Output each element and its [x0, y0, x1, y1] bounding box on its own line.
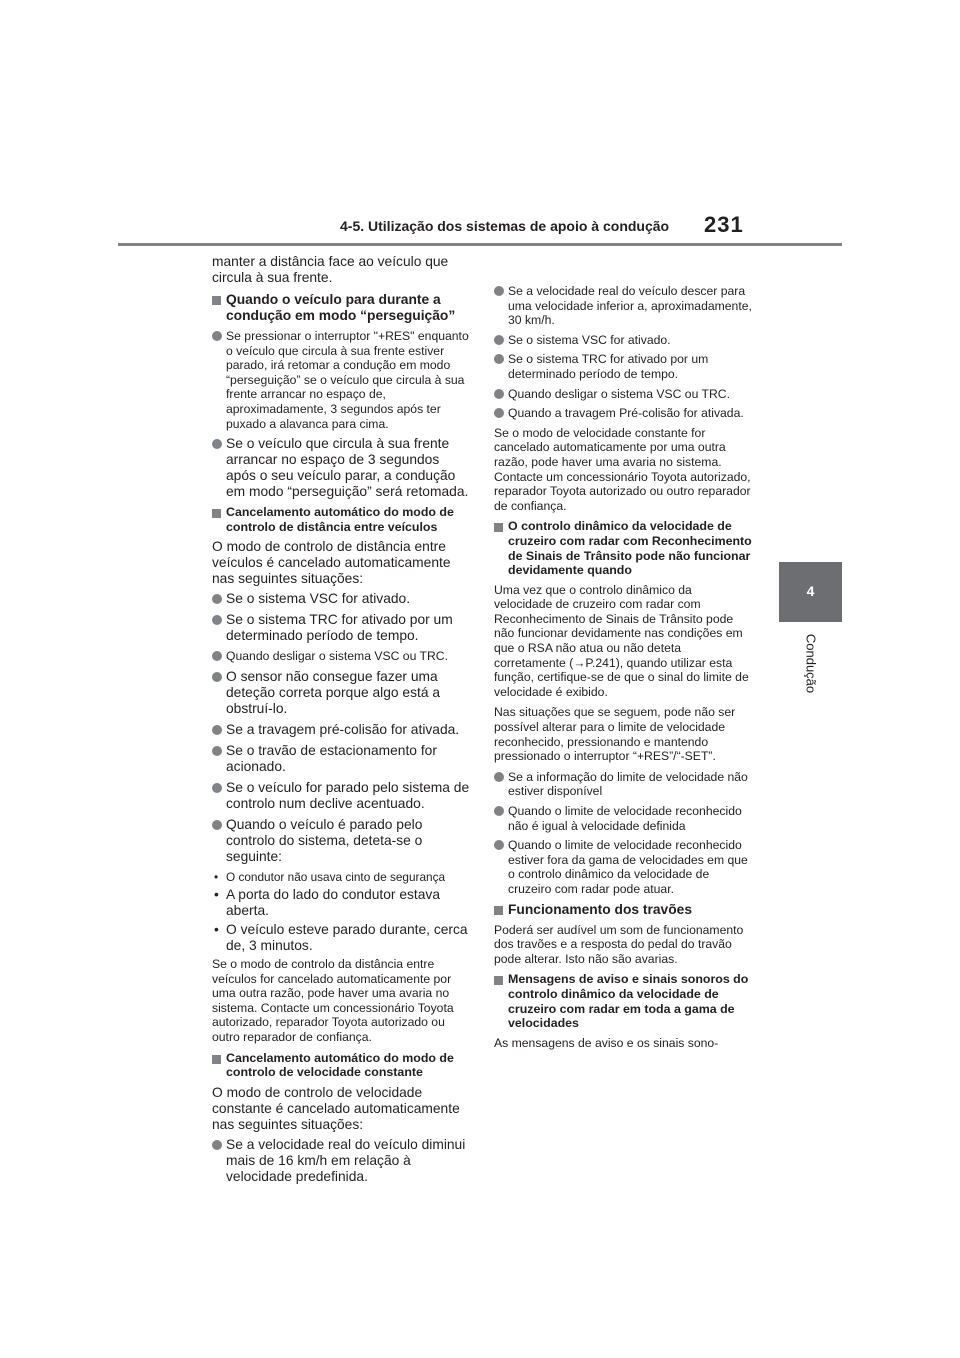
bullet-item: Se o sistema TRC for ativado por um determinado período de tempo.: [494, 352, 752, 381]
bullet-item: Quando o limite de velocidade reconhecido não é igual à velocidade definida: [494, 804, 752, 833]
chapter-label: [799, 630, 823, 704]
section-heading: Quando o veículo para durante a condução em modo “perseguição”: [212, 292, 470, 324]
bullet-item: Se o travão de estacionamento for acionado.: [212, 743, 470, 775]
bullet-item: Se o veículo for parado pelo sistema de controlo num declive acentuado.: [212, 780, 470, 812]
right-column: [494, 284, 752, 1056]
chapter-tab: [779, 562, 842, 622]
bullet-item: Se o sistema VSC for ativado.: [494, 333, 752, 348]
dash-item: • A porta do lado do condutor estava aberta.: [212, 887, 470, 919]
chapter-number: 4: [806, 583, 815, 599]
bullet-item: O sensor não consegue fazer uma deteção correta porque algo está a obstruí-lo.: [212, 669, 470, 717]
bullet-item: Se o sistema TRC for ativado por um determinado período de tempo.: [212, 612, 470, 644]
paragraph: Uma vez que o controlo dinâmico da velocidade de cruzeiro com radar com Reconhecimento de Sinais de Trânsito pode não funcionar devidamente nas condições em que o RSA não atua ou não deteta corretamente (→P.241), quando utilizar esta função, certifique-se de que o sinal do limite de velocidade é exibido.: [494, 582, 749, 699]
paragraph: Se o modo de velocidade constante for cancelado automaticamente por uma outra razão, pode haver uma avaria no sistema. Contacte um concessionário Toyota autorizado, reparador Toyota autorizado ou outro reparador de confiança.: [494, 425, 751, 513]
paragraph: O modo de controlo de velocidade constante é cancelado automaticamente nas seguintes situações:: [212, 1084, 460, 1132]
bullet-item: Se o sistema VSC for ativado.: [212, 591, 470, 607]
paragraph: Se o modo de controlo da distância entre veículos for cancelado automaticamente por uma outra razão, pode haver uma avaria no sistema. Contacte um concessionário Toyota autorizado, reparador Toyota autorizado ou outro reparador de confiança.: [212, 956, 454, 1044]
left-column: [212, 254, 470, 1190]
paragraph: O modo de controlo de distância entre veículos é cancelado automaticamente nas seguintes situações:: [212, 539, 451, 587]
paragraph: As mensagens de aviso e os sinais sono-: [494, 1035, 719, 1050]
paragraph: Nas situações que se seguem, pode não ser possível alterar para o limite de velocidade reconhecido, pressionando e mantendo pressionado o interruptor “+RES”/“-SET”.: [494, 705, 736, 764]
bullet-item: Se pressionar o interruptor "+RES" enquanto o veículo que circula à sua frente estiver parado, irá retomar a condução em modo “perseguição” se o veículo que circula à sua frente arrancar no espaço de, aproximadamente, 3 segundos após ter puxado a alavanca para cima.: [212, 329, 470, 431]
page-number: 231: [704, 212, 744, 237]
bullet-item: Se a informação do limite de velocidade não estiver disponível: [494, 770, 752, 799]
bullet-item: Quando desligar o sistema VSC ou TRC.: [494, 387, 752, 402]
paragraph: Poderá ser audível um som de funcionamento dos travões e a resposta do pedal do travão pode alterar. Isto não são avarias.: [494, 922, 744, 966]
dash-item: • O veículo esteve parado durante, cerca de, 3 minutos.: [212, 922, 470, 954]
header-divider: [118, 243, 842, 246]
section-title: 4-5. Utilização dos sistemas de apoio à condução: [340, 218, 670, 234]
bullet-item: Se a travagem pré-colisão for ativada.: [212, 722, 470, 738]
section-heading: Cancelamento automático do modo de controlo de velocidade constante: [212, 1051, 470, 1080]
section-heading: Mensagens de aviso e sinais sonoros do controlo dinâmico da velocidade de cruzeiro com radar em toda a gama de velocidades: [494, 972, 752, 1030]
bullet-item: Quando o limite de velocidade reconhecido estiver fora da gama de velocidades em que o controlo dinâmico da velocidade de cruzeiro com radar pode atuar.: [494, 838, 752, 896]
chapter-label-text: Condução: [803, 633, 819, 694]
section-heading: Funcionamento dos travões: [494, 902, 752, 918]
bullet-item: Quando a travagem Pré-colisão for ativada.: [494, 406, 752, 421]
paragraph: manter a distância face ao veículo que circula à sua frente.: [212, 254, 449, 285]
bullet-item: Se o veículo que circula à sua frente arrancar no espaço de 3 segundos após o seu veículo parar, a condução em modo “perseguição” será retomada.: [212, 436, 470, 500]
section-heading: Cancelamento automático do modo de controlo de distância entre veículos: [212, 505, 470, 534]
section-heading: O controlo dinâmico da velocidade de cruzeiro com radar com Reconhecimento de Sinais de Trânsito pode não funcionar devidamente quando: [494, 519, 752, 577]
bullet-item: Quando desligar o sistema VSC ou TRC.: [212, 649, 470, 664]
bullet-item: Se a velocidade real do veículo diminui mais de 16 km/h em relação à velocidade predefinida.: [212, 1137, 470, 1185]
bullet-item: Quando o veículo é parado pelo controlo do sistema, deteta-se o seguinte:: [212, 817, 470, 865]
bullet-item: Se a velocidade real do veículo descer para uma velocidade inferior a, aproximadamente, 30 km/h.: [494, 284, 752, 328]
dash-item: • O condutor não usava cinto de segurança: [212, 870, 470, 884]
